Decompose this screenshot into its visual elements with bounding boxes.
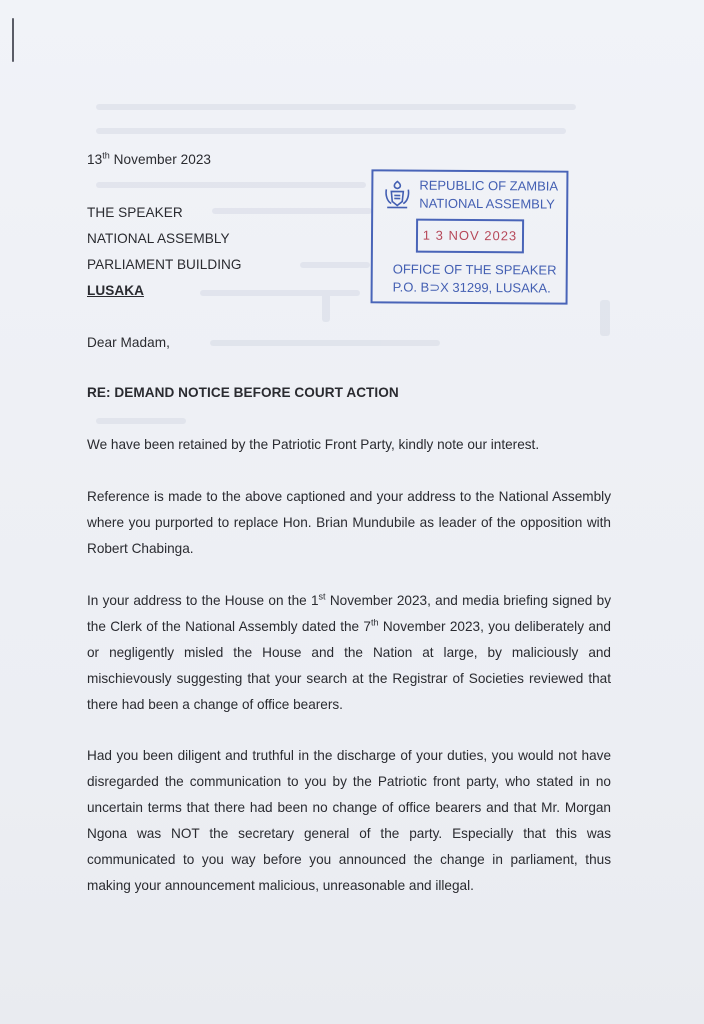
stamp-subtitle: NATIONAL ASSEMBLY: [419, 195, 555, 212]
stamp-date: 1 3 NOV 2023: [422, 227, 518, 244]
body-paragraph: Had you been diligent and truthful in the discharge of your duties, you would not have disregarded the communication to you by the Patriotic front party, who stated in no uncertain terms that there had been no change of office bearers and that Mr. Morgan Ngona was NOT the secretary general of the party. Especially that this was communicated to you way before you announced the change in parliament, thus making your announcement malicious, unreasonable and illegal.: [87, 748, 611, 893]
stamp-title: REPUBLIC OF ZAMBIA: [419, 177, 559, 194]
recipient-line: THE SPEAKER: [87, 205, 183, 220]
recipient-line: NATIONAL ASSEMBLY: [87, 231, 230, 246]
stamp-address: P.O. B⊃X 31299, LUSAKA.: [392, 279, 551, 296]
received-stamp: [371, 169, 569, 304]
recipient-line: PARLIAMENT BUILDING: [87, 257, 242, 272]
letter-date: 13th November 2023: [87, 150, 212, 167]
coat-of-arms-icon: [383, 179, 411, 209]
page-edge-mark: [12, 18, 14, 62]
stamp-office: OFFICE OF THE SPEAKER: [392, 261, 557, 278]
recipient-city: LUSAKA: [87, 283, 144, 298]
subject-heading: RE: DEMAND NOTICE BEFORE COURT ACTION: [87, 385, 399, 400]
body-paragraph: We have been retained by the Patriotic Front Party, kindly note our interest.: [87, 437, 540, 452]
salutation: Dear Madam,: [87, 335, 170, 350]
stamp-date-box: [416, 219, 524, 254]
body-paragraph: In your address to the House on the 1st November 2023, and media briefing signed by the Clerk of the National Assembly dated the 7th November 2023, you deliberately and or negligently misled the House and the Nation at large, by maliciously and mischievously suggesting that your search at the Registrar of Societies reviewed that there had been a change of office bearers.: [87, 591, 611, 712]
body-paragraph: Reference is made to the above captioned and your address to the National Assembly where you purported to replace Hon. Brian Mundubile as leader of the opposition with Robert Chabinga.: [87, 489, 611, 556]
